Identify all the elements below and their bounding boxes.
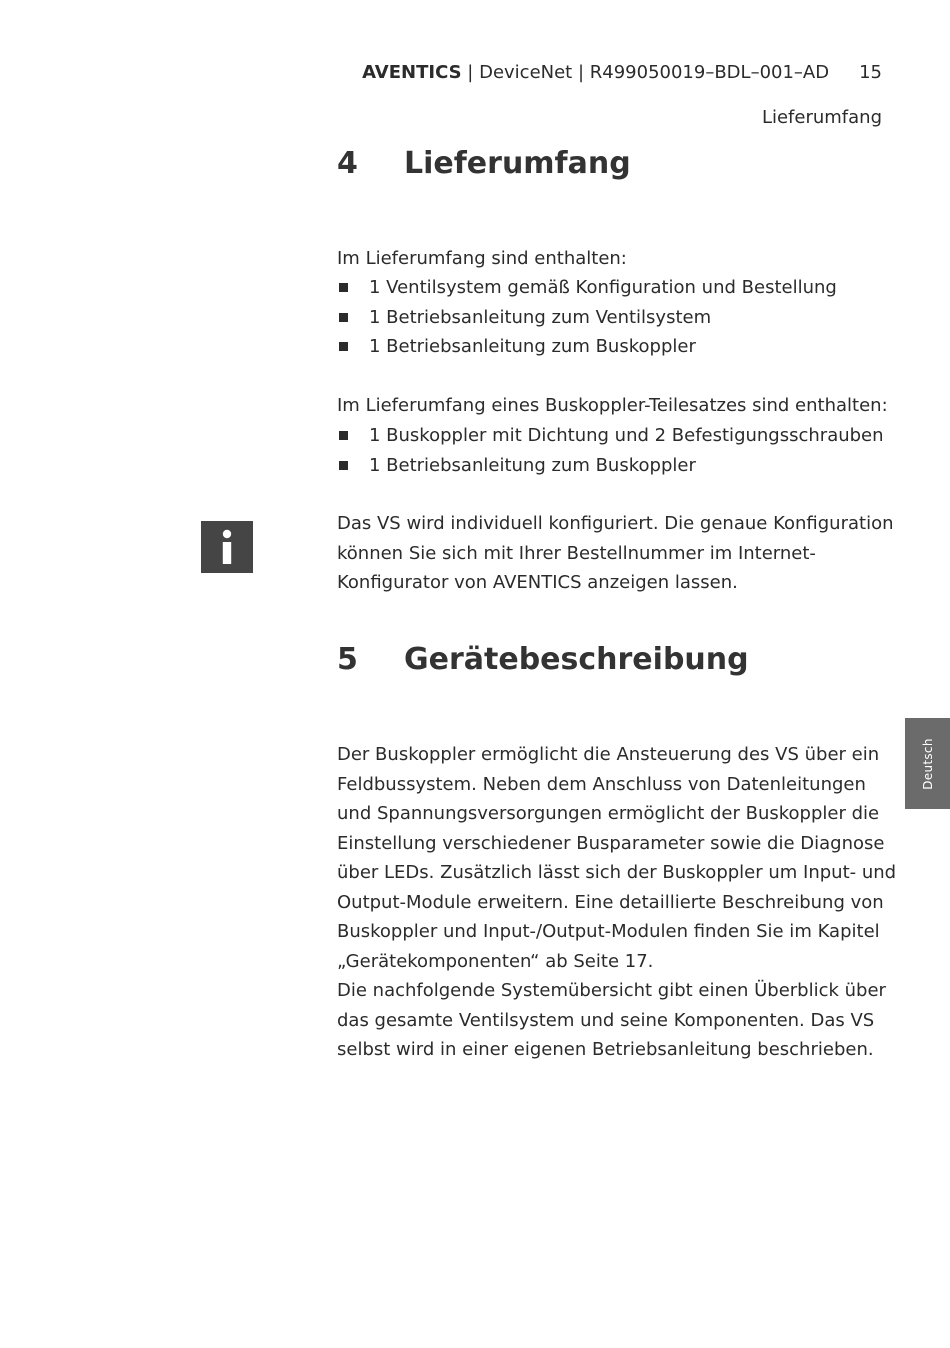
list-item: 1 Ventilsystem gemäß Konfiguration und Bestellung <box>337 273 897 303</box>
chapter-title: Lieferumfang <box>404 146 631 181</box>
chapter-number: 4 <box>337 146 358 181</box>
delivery-list <box>337 273 897 362</box>
chapter-heading-4 <box>337 146 631 181</box>
info-icon <box>201 521 253 573</box>
kit-list <box>337 421 897 480</box>
chapter-heading-5 <box>337 642 749 677</box>
description-paragraph: Der Buskoppler ermöglicht die Ansteuerung des VS über ein Feldbussystem. Neben dem Anschluss von Datenleitungen und Spannungsversorgungen ermöglicht der Buskoppler die Einstellung verschiedener Busparameter sowie die Diagnose über LEDs. Zusätzlich lässt sich der Buskoppler um Input- und Output-Module erweitern. Eine detaillierte Beschreibung von Buskoppler und Input-/Output-Modulen finden Sie im Kapitel „Gerätekomponenten“ ab Seite 17. <box>337 744 897 972</box>
configuration-note: Das VS wird individuell konfiguriert. Die genaue Konfiguration können Sie sich mit Ihrer Bestellnummer im Internet-Konfigurator von AVENTICS anzeigen lassen. <box>337 513 894 593</box>
bullet-square-icon <box>339 461 348 470</box>
page-number: 15 <box>859 62 882 83</box>
device-description <box>337 740 897 1065</box>
list-item: 1 Buskoppler mit Dichtung und 2 Befestigungsschrauben <box>337 421 897 451</box>
overview-paragraph: Die nachfolgende Systemübersicht gibt einen Überblick über das gesamte Ventilsystem und seine Komponenten. Das VS selbst wird in einer eigenen Betriebsanleitung beschrieben. <box>337 980 886 1060</box>
delivery-intro: Im Lieferumfang sind enthalten: <box>337 248 627 269</box>
language-label: Deutsch <box>920 737 935 790</box>
bullet-square-icon <box>339 342 348 351</box>
list-item: 1 Betriebsanleitung zum Ventilsystem <box>337 303 897 333</box>
chapter-title: Gerätebeschreibung <box>404 642 749 677</box>
running-title: Lieferumfang <box>761 107 882 128</box>
list-item: 1 Betriebsanleitung zum Buskoppler <box>337 332 897 362</box>
brand-name: AVENTICS <box>362 62 462 83</box>
kit-intro: Im Lieferumfang eines Buskoppler-Teilesatzes sind enthalten: <box>337 395 888 416</box>
bullet-square-icon <box>339 431 348 440</box>
page-header <box>362 62 882 83</box>
bullet-square-icon <box>339 313 348 322</box>
document-info: | DeviceNet | R499050019–BDL–001–AD <box>461 62 830 83</box>
chapter-number: 5 <box>337 642 358 677</box>
bullet-square-icon <box>339 283 348 292</box>
list-item: 1 Betriebsanleitung zum Buskoppler <box>337 451 897 481</box>
language-tab <box>905 718 950 809</box>
